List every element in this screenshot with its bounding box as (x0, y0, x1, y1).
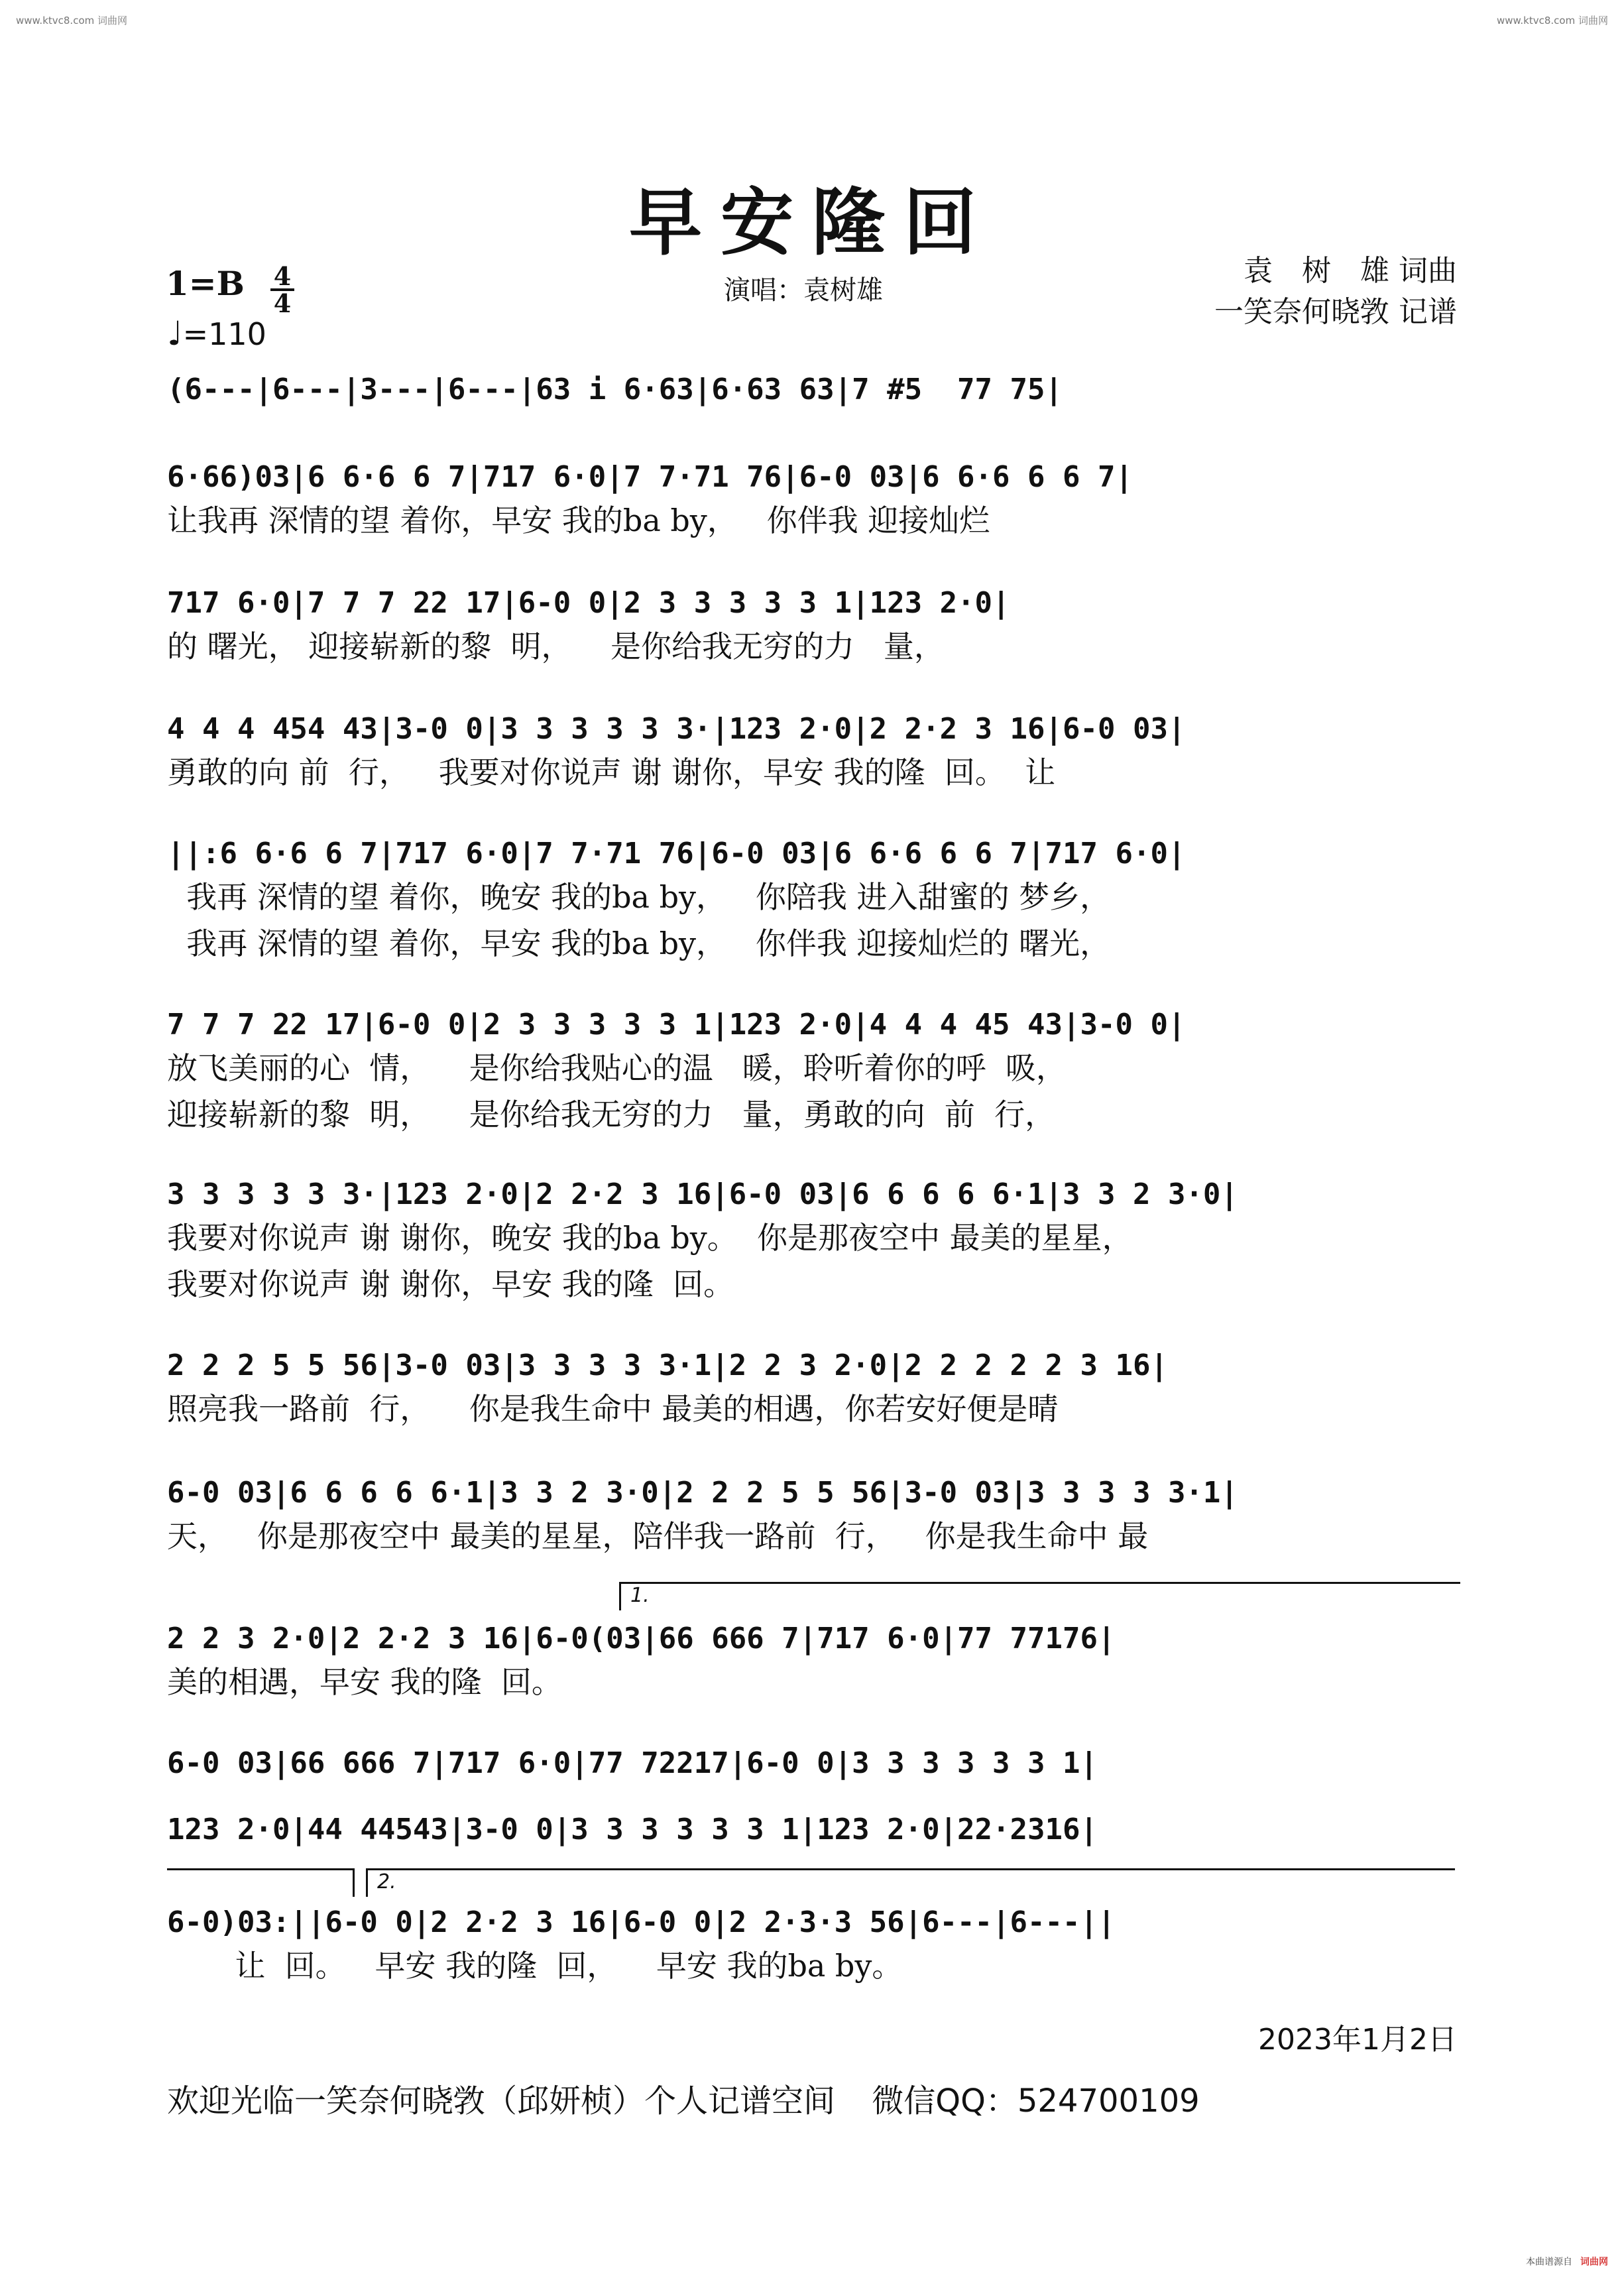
footer-text: 欢迎光临一笑奈何晓敩（邱妍桢）个人记谱空间 (167, 2082, 836, 2120)
tempo-marking (167, 314, 266, 353)
logo-brand: 词曲网 (1580, 2257, 1608, 2267)
score-system-4 (167, 709, 1458, 796)
notation-line: 717 6·0|7 7 7 22 17|6-0 0|2 3 3 3 3 3 1|123 2·0| (167, 586, 1010, 620)
score-system-2 (167, 457, 1458, 544)
notation-line: 123 2·0|44 44543|3-0 0|3 3 3 3 3 3 1|123 2·0|22·2316| (167, 1813, 1098, 1846)
lyrics-line: 我要对你说声 谢 谢你，晚安 我的ba by。 你是那夜空中 最美的星星， (167, 1220, 1133, 1256)
volta-bracket-2 (366, 1868, 1455, 1897)
score-system-8 (167, 1346, 1458, 1432)
time-signature (270, 261, 294, 318)
notation-line: 6-0 03|6 6 6 6 6·1|3 3 2 3·0|2 2 2 5 5 56|3-0 03|3 3 3 3 3·1| (167, 1476, 1238, 1510)
notation-line: 4 4 4 454 43|3-0 0|3 3 3 3 3 3·|123 2·0|2 2·2 3 16|6-0 03| (167, 712, 1186, 746)
score-system-9 (167, 1473, 1458, 1559)
quarter-note-icon: ♩ (167, 314, 183, 353)
notation-line: 6-0 03|66 666 7|717 6·0|77 72217|6-0 0|3 3 3 3 3 3 1| (167, 1746, 1098, 1780)
lyrics-line: 天， 你是那夜空中 最美的星星，陪伴我一路前 行， 你是我生命中 最 (167, 1518, 1149, 1554)
score-system-12 (167, 1810, 1458, 1850)
notation-line: 6-0)03:||6-0 0|2 2·2 3 16|6-0 0|2 2·3·3 56|6---|6---|| (167, 1905, 1116, 1939)
footer-contact: 微信QQ：524700109 (872, 2082, 1200, 2120)
tempo-value: =110 (182, 316, 266, 352)
lyrics-line: 我要对你说声 谢 谢你，早安 我的隆 回。 (167, 1266, 734, 1302)
notation-line: 3 3 3 3 3 3·|123 2·0|2 2·2 3 16|6-0 03|6 6 6 6 6·1|3 3 2 3·0| (167, 1177, 1238, 1211)
score-system-11 (167, 1744, 1458, 1783)
score-system-3 (167, 583, 1458, 670)
singer-credit: 演唱：袁树雄 (724, 275, 883, 306)
logo-text: 本曲谱源自 (1526, 2257, 1572, 2267)
lyrics-line: 放飞美丽的心 情， 是你给我贴心的温 暖，聆听着你的呼 吸， (167, 1050, 1067, 1086)
volta-bracket-1-end (167, 1868, 355, 1897)
volta-label-1: 1. (630, 1584, 650, 1607)
date: 2023年1月2日 (1258, 2023, 1457, 2057)
lyrics-line: 勇敢的向 前 行， 我要对你说声 谢 谢你，早安 我的隆 回。 让 (167, 754, 1056, 790)
lyrics-line: 让 回。 早安 我的隆 回， 早安 我的ba by。 (167, 1948, 903, 1984)
notation-line: 7 7 7 22 17|6-0 0|2 3 3 3 3 3 1|123 2·0|4 4 4 45 43|3-0 0| (167, 1008, 1186, 1042)
lyrics-line: 的 曙光， 迎接崭新的黎 明， 是你给我无穷的力 量， (167, 629, 945, 664)
footer (167, 2075, 1200, 2121)
lyricist-composer-credit: 袁 树 雄 词曲 (1244, 254, 1457, 288)
lyrics-line: 美的相遇，早安 我的隆 回。 (167, 1664, 562, 1700)
volta-bracket-1 (619, 1582, 1460, 1610)
score-system-13 (167, 1903, 1458, 1989)
time-signature-bottom: 4 (270, 288, 294, 316)
lyrics-line: 照亮我一路前 行， 你是我生命中 最美的相遇，你若安好便是晴 (167, 1391, 1059, 1427)
lyrics-line: 我再 深情的望 着你，晚安 我的ba by， 你陪我 进入甜蜜的 梦乡， (167, 879, 1111, 915)
notation-line: 2 2 2 5 5 56|3-0 03|3 3 3 3 3·1|2 2 3 2·0|2 2 2 2 2 3 16| (167, 1349, 1168, 1382)
score-system-1 (167, 370, 1458, 410)
score-system-7 (167, 1175, 1458, 1307)
watermark-right: www.ktvc8.com 词曲网 (1496, 15, 1608, 27)
volta-label-2: 2. (377, 1870, 396, 1893)
notation-line: 2 2 3 2·0|2 2·2 3 16|6-0(03|66 666 7|717 6·0|77 77176| (167, 1622, 1116, 1655)
watermark-left: www.ktvc8.com 词曲网 (16, 15, 128, 27)
time-signature-top: 4 (273, 261, 292, 291)
score-system-6 (167, 1005, 1458, 1138)
lyrics-line: 迎接崭新的黎 明， 是你给我无穷的力 量，勇敢的向 前 行， (167, 1097, 1056, 1132)
score-system-10 (167, 1619, 1458, 1705)
score-system-5 (167, 834, 1458, 967)
notation-line: 6·66)03|6 6·6 6 7|717 6·0|7 7·71 76|6-0 03|6 6·6 6 6 7| (167, 460, 1133, 494)
key-signature: 1=B (166, 264, 245, 303)
site-logo (1526, 2255, 1608, 2268)
lyrics-line: 我再 深情的望 着你，早安 我的ba by， 你伴我 迎接灿烂的 曙光， (167, 926, 1111, 961)
transcriber-credit: 一笑奈何晓敩 记谱 (1214, 295, 1457, 329)
notation-line: ||:6 6·6 6 7|717 6·0|7 7·71 76|6-0 03|6 6·6 6 6 7|717 6·0| (167, 837, 1186, 871)
notation-line: (6---|6---|3---|6---|63 i 6·63|6·63 63|7 #5 77 75| (167, 373, 1063, 406)
song-title: 早安隆回 (629, 180, 995, 265)
lyrics-line: 让我再 深情的望 着你，早安 我的ba by， 你伴我 迎接灿烂 (167, 503, 990, 538)
